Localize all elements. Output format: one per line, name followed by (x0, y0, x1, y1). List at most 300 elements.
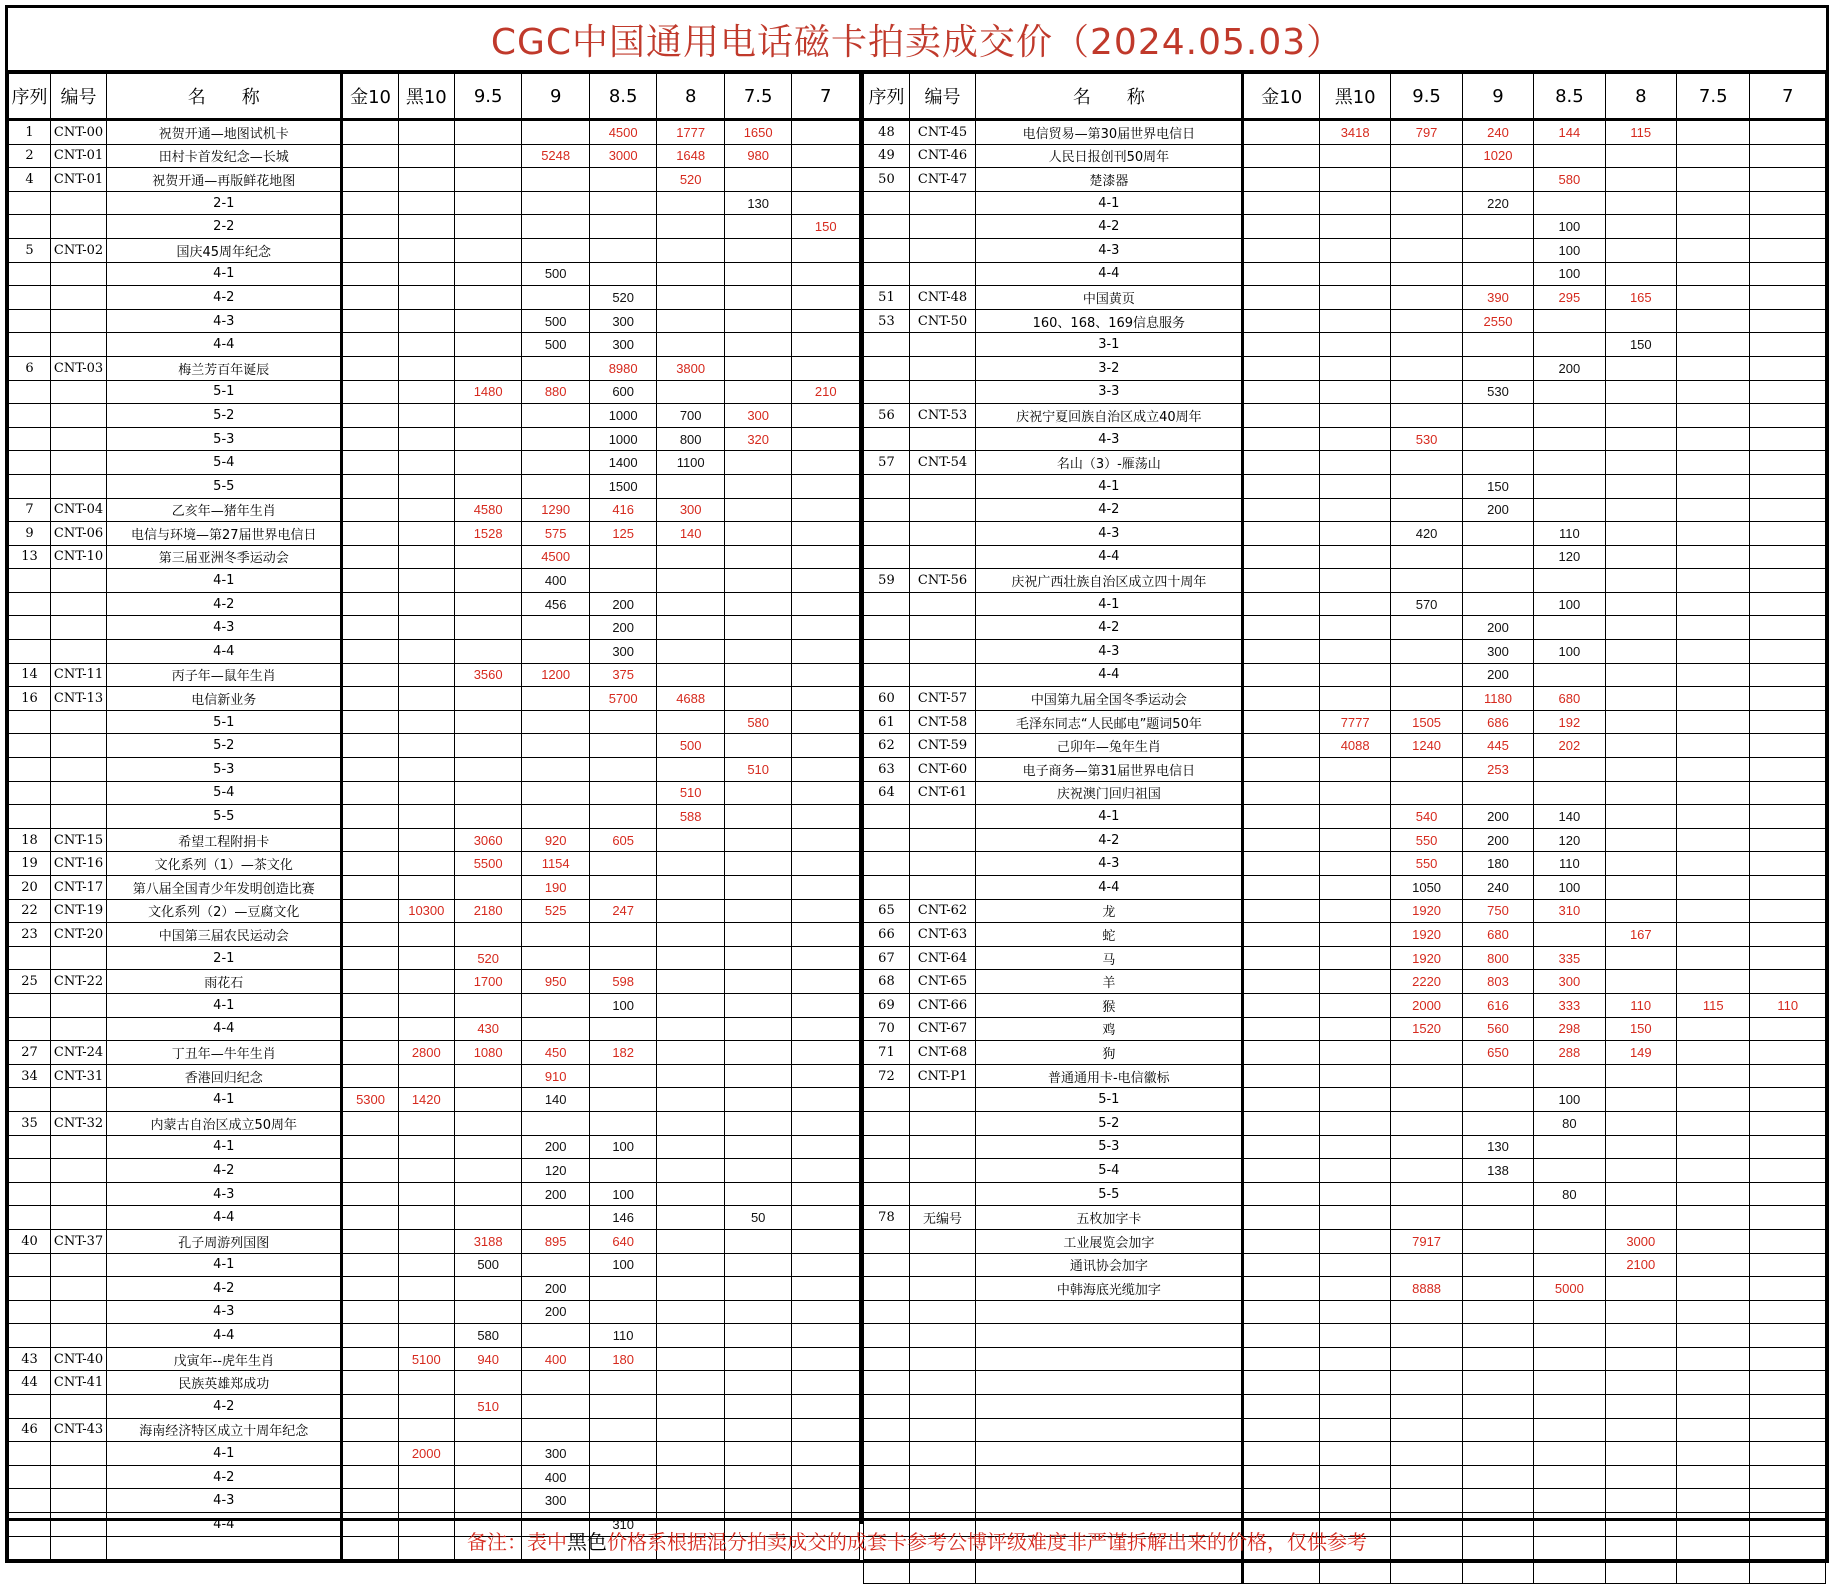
price-cell (724, 1111, 792, 1135)
row-sequence: 25 (9, 970, 51, 994)
row-sequence (864, 191, 910, 215)
price-cell (1605, 1324, 1676, 1348)
price-cell (1391, 356, 1462, 380)
price-cell (1750, 1159, 1826, 1183)
price-cell (657, 993, 725, 1017)
price-cell (792, 1418, 860, 1442)
table-row (864, 498, 1826, 522)
row-sequence (864, 545, 910, 569)
price-cell: 120 (1534, 828, 1605, 852)
price-cell: 500 (454, 1253, 522, 1277)
price-cell (724, 1064, 792, 1088)
table-row (864, 1277, 1826, 1301)
table-row (9, 1465, 860, 1489)
price-cell (1243, 474, 1320, 498)
price-cell (1319, 616, 1390, 640)
table-row (864, 616, 1826, 640)
table-row (864, 191, 1826, 215)
price-cell: 750 (1462, 899, 1533, 923)
price-cell (1319, 1253, 1390, 1277)
table-row (9, 1064, 860, 1088)
row-sequence (864, 616, 910, 640)
row-name: 中国黄页 (976, 286, 1243, 310)
row-code: CNT-46 (909, 144, 975, 168)
row-code: CNT-22 (50, 970, 106, 994)
table-row (864, 592, 1826, 616)
price-cell (1319, 451, 1390, 475)
price-cell (522, 1371, 590, 1395)
price-cell: 580 (724, 710, 792, 734)
column-header: 编号 (50, 74, 106, 120)
table-row (9, 946, 860, 970)
price-cell (1243, 286, 1320, 310)
price-cell (454, 1371, 522, 1395)
price-cell (1677, 569, 1750, 593)
price-cell (724, 616, 792, 640)
price-cell (1243, 1253, 1320, 1277)
price-cell (1605, 616, 1676, 640)
price-cell: 130 (724, 191, 792, 215)
price-cell: 253 (1462, 758, 1533, 782)
row-sequence (9, 333, 51, 357)
column-header: 名 称 (107, 74, 342, 120)
row-code (50, 286, 106, 310)
row-code: CNT-24 (50, 1041, 106, 1065)
table-row (9, 592, 860, 616)
price-cell (1462, 1229, 1533, 1253)
price-cell (589, 710, 657, 734)
price-cell (1750, 734, 1826, 758)
price-cell (792, 805, 860, 829)
price-cell: 100 (1534, 215, 1605, 239)
row-code: CNT-40 (50, 1347, 106, 1371)
price-cell (342, 710, 398, 734)
row-code (50, 993, 106, 1017)
price-cell: 5100 (398, 1347, 454, 1371)
row-code (50, 191, 106, 215)
price-cell (398, 1300, 454, 1324)
price-cell (1750, 1182, 1826, 1206)
row-code (50, 758, 106, 782)
row-sequence: 6 (9, 356, 51, 380)
price-cell (1391, 1041, 1462, 1065)
price-cell (398, 781, 454, 805)
row-name: 4-2 (107, 1159, 342, 1183)
column-header: 9.5 (1391, 74, 1462, 120)
row-sequence (9, 309, 51, 333)
price-cell (1677, 970, 1750, 994)
price-cell (342, 1347, 398, 1371)
price-cell (1750, 120, 1826, 145)
price-cell (657, 663, 725, 687)
row-code: CNT-31 (50, 1064, 106, 1088)
table-row (9, 828, 860, 852)
row-code (909, 545, 975, 569)
price-cell (1750, 569, 1826, 593)
row-sequence (864, 640, 910, 664)
price-cell (1462, 1347, 1533, 1371)
row-name: 2-2 (107, 215, 342, 239)
price-cell: 210 (792, 380, 860, 404)
row-sequence (864, 1135, 910, 1159)
row-sequence (9, 781, 51, 805)
price-cell: 520 (589, 286, 657, 310)
row-sequence (864, 1465, 910, 1489)
price-cell: 100 (1534, 262, 1605, 286)
table-row (864, 333, 1826, 357)
row-name: 中韩海底光缆加字 (976, 1277, 1243, 1301)
footer-note-text: 价格系根据混分拍卖成交的成套卡参考公博评级难度非严谨拆解出来的价格，仅供参考 (607, 1530, 1367, 1554)
price-cell (1605, 474, 1676, 498)
price-cell (724, 687, 792, 711)
price-cell (1605, 380, 1676, 404)
price-cell (1243, 876, 1320, 900)
price-cell (1243, 522, 1320, 546)
price-cell (1243, 1111, 1320, 1135)
tables-area (8, 73, 1826, 1532)
row-sequence (864, 663, 910, 687)
price-cell: 110 (1534, 522, 1605, 546)
price-cell (398, 758, 454, 782)
price-cell (1534, 1300, 1605, 1324)
price-cell (1750, 1017, 1826, 1041)
price-cell (724, 451, 792, 475)
row-code (50, 1182, 106, 1206)
price-cell (657, 1111, 725, 1135)
price-cell (1677, 120, 1750, 145)
price-cell (1243, 1442, 1320, 1466)
price-cell (1391, 498, 1462, 522)
price-cell (1534, 1442, 1605, 1466)
price-cell (1243, 451, 1320, 475)
price-cell: 110 (1605, 993, 1676, 1017)
price-cell (1391, 1300, 1462, 1324)
price-cell (1391, 1206, 1462, 1230)
row-code: CNT-11 (50, 663, 106, 687)
price-cell (1534, 1489, 1605, 1513)
price-cell (1677, 899, 1750, 923)
row-name: 名山（3）-雁荡山 (976, 451, 1243, 475)
price-cell (657, 1159, 725, 1183)
price-cell (454, 616, 522, 640)
row-sequence (9, 710, 51, 734)
price-cell (454, 569, 522, 593)
price-cell (522, 1324, 590, 1348)
price-cell (454, 1111, 522, 1135)
price-cell (1750, 356, 1826, 380)
price-cell (589, 805, 657, 829)
price-cell (342, 1418, 398, 1442)
price-cell (1243, 569, 1320, 593)
row-sequence (864, 1418, 910, 1442)
row-sequence (9, 427, 51, 451)
price-cell (724, 993, 792, 1017)
row-sequence (9, 592, 51, 616)
price-cell (1391, 1560, 1462, 1584)
price-cell: 140 (657, 522, 725, 546)
price-cell (724, 286, 792, 310)
row-name: 5-5 (107, 805, 342, 829)
row-sequence: 59 (864, 569, 910, 593)
price-cell (724, 356, 792, 380)
row-sequence (9, 1182, 51, 1206)
row-sequence (864, 498, 910, 522)
price-cell (1243, 404, 1320, 428)
price-cell (792, 1041, 860, 1065)
row-code (50, 1135, 106, 1159)
price-cell (454, 687, 522, 711)
price-cell (398, 687, 454, 711)
price-cell (1319, 333, 1390, 357)
price-cell: 445 (1462, 734, 1533, 758)
table-row (864, 451, 1826, 475)
price-cell (398, 1395, 454, 1419)
price-cell: 180 (1462, 852, 1533, 876)
price-cell (1462, 1300, 1533, 1324)
price-cell: 7917 (1391, 1229, 1462, 1253)
table-row (9, 474, 860, 498)
price-cell: 2800 (398, 1041, 454, 1065)
price-cell (342, 899, 398, 923)
price-cell (1462, 333, 1533, 357)
row-name: 4-2 (107, 1465, 342, 1489)
table-row (864, 569, 1826, 593)
price-cell (792, 333, 860, 357)
table-row (864, 923, 1826, 947)
price-cell (1319, 1064, 1390, 1088)
price-cell (454, 993, 522, 1017)
price-cell (398, 616, 454, 640)
price-cell (724, 1324, 792, 1348)
price-cell (398, 545, 454, 569)
price-cell: 100 (1534, 1088, 1605, 1112)
row-code (909, 498, 975, 522)
price-cell (1319, 828, 1390, 852)
price-cell: 575 (522, 522, 590, 546)
price-cell (1319, 144, 1390, 168)
price-cell: 400 (522, 1347, 590, 1371)
price-cell (1319, 1041, 1390, 1065)
price-cell (522, 1253, 590, 1277)
price-cell (1605, 427, 1676, 451)
price-cell (1462, 168, 1533, 192)
price-cell (792, 168, 860, 192)
price-cell (522, 781, 590, 805)
row-name: 4-4 (107, 1206, 342, 1230)
row-sequence: 56 (864, 404, 910, 428)
table-row (9, 687, 860, 711)
row-code (909, 238, 975, 262)
row-name: 5-4 (107, 781, 342, 805)
table-row (864, 1347, 1826, 1371)
price-cell (1677, 946, 1750, 970)
price-cell (1750, 1111, 1826, 1135)
price-cell (724, 592, 792, 616)
price-cell: 4500 (522, 545, 590, 569)
price-cell (398, 876, 454, 900)
price-cell (1243, 828, 1320, 852)
price-cell (1750, 380, 1826, 404)
price-cell (1391, 144, 1462, 168)
price-cell (1391, 309, 1462, 333)
price-cell (1677, 687, 1750, 711)
price-cell (1750, 710, 1826, 734)
price-cell (1391, 168, 1462, 192)
price-cell (522, 640, 590, 664)
price-cell: 200 (1462, 616, 1533, 640)
row-sequence (9, 805, 51, 829)
row-code (50, 1489, 106, 1513)
price-cell (1391, 781, 1462, 805)
row-sequence (9, 640, 51, 664)
row-name: 4-1 (107, 1135, 342, 1159)
price-cell (1750, 309, 1826, 333)
price-cell (792, 852, 860, 876)
row-code (909, 333, 975, 357)
price-cell (792, 899, 860, 923)
row-name: 马 (976, 946, 1243, 970)
row-name: 4-2 (976, 498, 1243, 522)
price-cell: 456 (522, 592, 590, 616)
price-cell (657, 1324, 725, 1348)
price-cell: 1500 (589, 474, 657, 498)
price-cell: 3800 (657, 356, 725, 380)
column-header: 金10 (1243, 74, 1320, 120)
price-cell (1243, 687, 1320, 711)
row-code (909, 1229, 975, 1253)
price-cell (398, 946, 454, 970)
price-cell (1605, 805, 1676, 829)
price-cell (589, 1465, 657, 1489)
price-cell (1605, 734, 1676, 758)
price-cell (1319, 1017, 1390, 1041)
price-cell (1750, 191, 1826, 215)
price-cell (454, 640, 522, 664)
price-cell (1391, 1088, 1462, 1112)
price-cell (657, 262, 725, 286)
column-header: 7.5 (724, 74, 792, 120)
price-cell (657, 1277, 725, 1301)
price-cell: 190 (522, 876, 590, 900)
row-sequence: 67 (864, 946, 910, 970)
price-cell (724, 640, 792, 664)
price-cell (1319, 758, 1390, 782)
price-cell: 310 (589, 1513, 657, 1537)
row-sequence: 60 (864, 687, 910, 711)
price-cell (398, 286, 454, 310)
price-cell (1605, 592, 1676, 616)
row-code: CNT-P1 (909, 1064, 975, 1088)
price-cell (1677, 1465, 1750, 1489)
price-cell (454, 333, 522, 357)
price-cell (1391, 380, 1462, 404)
price-cell (1750, 1560, 1826, 1584)
price-cell: 580 (1534, 168, 1605, 192)
right-table-section (863, 73, 1826, 1524)
price-cell (1605, 1560, 1676, 1584)
row-name: 梅兰芳百年诞辰 (107, 356, 342, 380)
table-row (864, 522, 1826, 546)
price-cell (1391, 687, 1462, 711)
price-cell (1319, 805, 1390, 829)
price-cell (1319, 309, 1390, 333)
table-row (9, 1088, 860, 1112)
row-sequence (864, 1253, 910, 1277)
price-cell (1319, 970, 1390, 994)
price-cell (1462, 569, 1533, 593)
price-cell: 650 (1462, 1041, 1533, 1065)
price-cell (454, 356, 522, 380)
price-cell (454, 1300, 522, 1324)
table-row (9, 1229, 860, 1253)
price-cell (1319, 923, 1390, 947)
price-cell: 1200 (522, 663, 590, 687)
row-sequence: 7 (9, 498, 51, 522)
price-cell (1677, 758, 1750, 782)
price-cell (342, 144, 398, 168)
price-cell (398, 404, 454, 428)
row-code: CNT-60 (909, 758, 975, 782)
price-cell (1605, 1277, 1676, 1301)
price-cell (1677, 640, 1750, 664)
price-cell (1462, 1064, 1533, 1088)
price-cell (454, 876, 522, 900)
price-cell (1677, 168, 1750, 192)
row-sequence: 5 (9, 238, 51, 262)
price-cell (792, 1017, 860, 1041)
price-cell (792, 663, 860, 687)
price-cell: 120 (1534, 545, 1605, 569)
price-cell (1319, 1277, 1390, 1301)
price-cell (589, 852, 657, 876)
price-cell (1677, 262, 1750, 286)
price-cell (1677, 1017, 1750, 1041)
price-cell (342, 1395, 398, 1419)
price-cell (522, 946, 590, 970)
price-cell: 880 (522, 380, 590, 404)
row-name: 5-3 (976, 1135, 1243, 1159)
price-cell (342, 805, 398, 829)
price-cell: 110 (1534, 852, 1605, 876)
price-cell (1677, 616, 1750, 640)
row-code: CNT-19 (50, 899, 106, 923)
price-cell (522, 805, 590, 829)
price-cell (1750, 946, 1826, 970)
row-name (976, 1395, 1243, 1419)
price-cell: 5700 (589, 687, 657, 711)
row-sequence (864, 1442, 910, 1466)
price-cell: 1520 (1391, 1017, 1462, 1041)
price-cell (1534, 1206, 1605, 1230)
row-name: 4-4 (107, 1513, 342, 1537)
price-cell (454, 427, 522, 451)
table-row (9, 805, 860, 829)
price-cell (589, 238, 657, 262)
price-cell (1677, 238, 1750, 262)
price-cell (1750, 333, 1826, 357)
price-cell (454, 1135, 522, 1159)
price-cell (1391, 1395, 1462, 1419)
table-row (9, 758, 860, 782)
row-sequence (9, 758, 51, 782)
price-cell (1534, 1159, 1605, 1183)
price-cell (1534, 404, 1605, 428)
price-cell (1534, 1465, 1605, 1489)
price-cell (724, 309, 792, 333)
price-cell (1391, 1111, 1462, 1135)
price-cell: 50 (724, 1206, 792, 1230)
row-sequence (864, 1111, 910, 1135)
